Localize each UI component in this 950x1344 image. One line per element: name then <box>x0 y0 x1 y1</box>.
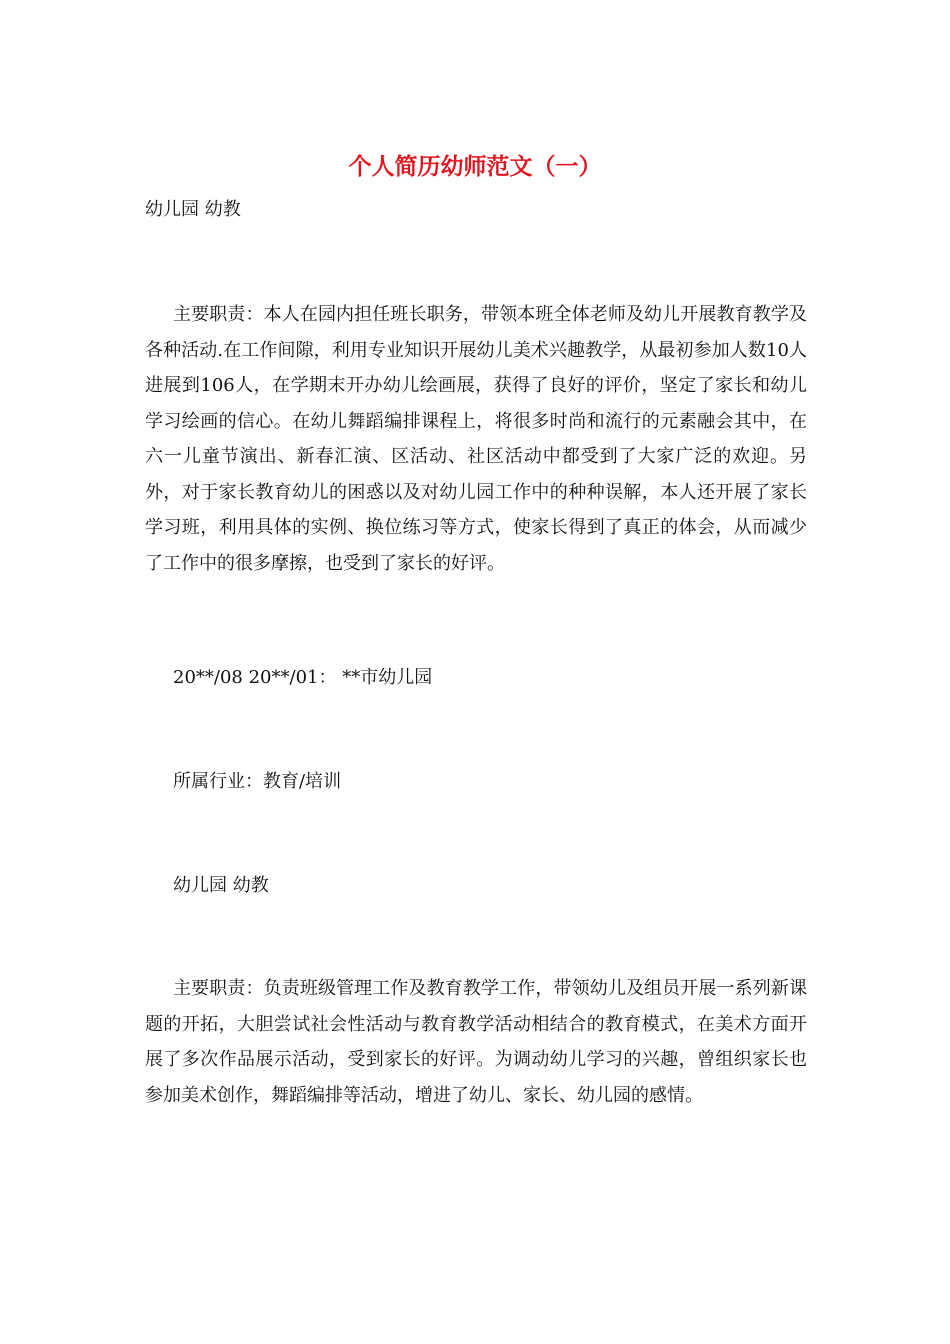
position-line: 幼儿园 幼教 <box>173 875 269 896</box>
employment-period: 20**/08 20**/01： **市幼儿园 <box>173 667 433 688</box>
industry-line: 所属行业：教育/培训 <box>173 771 342 792</box>
subtitle-position: 幼儿园 幼教 <box>145 199 241 220</box>
duties-paragraph-1: 主要职责：本人在园内担任班长职务，带领本班全体老师及幼儿开展教育教学及各种活动.在工作间隙，利用专业知识开展幼儿美术兴趣教学，从最初参加人数10人进展到106人，在学期末开办幼儿绘画展，获得了良好的评价，坚定了家长和幼儿学习绘画的信心。在幼儿舞蹈编排课程上，将很多时尚和流行的元素融会其中，在六一儿童节演出、新春汇演、区活动、社区活动中都受到了大家广泛的欢迎。另外，对于家长教育幼儿的困惑以及对幼儿园工作中的种种误解，本人还开展了家长学习班，利用具体的实例、换位练习等方式，使家长得到了真正的体会，从而减少了工作中的很多摩擦，也受到了家长的好评。 <box>145 304 807 574</box>
document-title: 个人简历幼师范文（一） <box>348 153 602 180</box>
duties-paragraph-2: 主要职责：负责班级管理工作及教育教学工作，带领幼儿及组员开展一系列新课题的开拓，大胆尝试社会性活动与教育教学活动相结合的教育模式，在美术方面开展了多次作品展示活动，受到家长的好评。为调动幼儿学习的兴趣，曾组织家长也参加美术创作，舞蹈编排等活动，增进了幼儿、家长、幼儿园的感情。 <box>145 978 807 1106</box>
